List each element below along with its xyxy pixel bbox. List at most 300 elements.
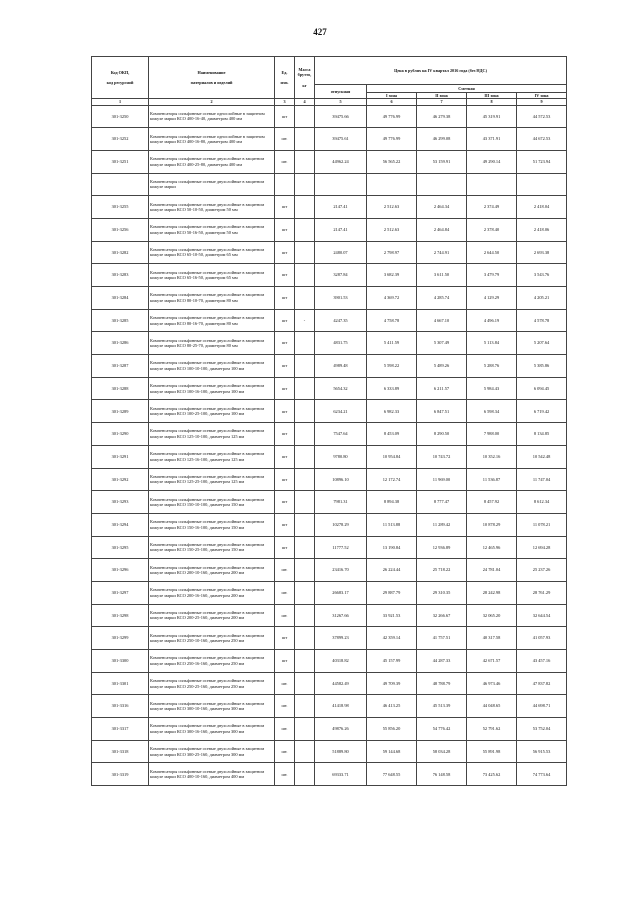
header-mass: Масса брутто, кг <box>295 57 315 99</box>
row-name: Компенсаторы сильфонные осевые двухслойные в защитном кожухе марки КСО 400-10-160, диаметром 400 мм <box>149 763 275 786</box>
row-price-zone-1: 55 856.20 <box>367 718 417 741</box>
row-price-zone-3: 7 988.00 <box>467 423 517 446</box>
column-number: 1 <box>92 99 149 105</box>
row-mass <box>295 604 315 627</box>
row-code: 301-3286 <box>92 332 149 355</box>
row-name: Компенсаторы сильфонные осевые двухслойные в защитном кожухе марки КСО 100-16-100, диаметром 100 мм <box>149 377 275 400</box>
row-price-zone-4: 74 773.64 <box>517 763 567 786</box>
table-row <box>92 218 567 241</box>
row-price-zone-3: 52 791.62 <box>467 718 517 741</box>
row-price-zone-1: 3 682.39 <box>367 264 417 287</box>
row-unit: шт <box>275 536 295 559</box>
row-price-zone-4: 5 385.86 <box>517 355 567 378</box>
column-number: 9 <box>517 99 567 105</box>
row-price-zone-1: 8 453.09 <box>367 423 417 446</box>
row-code: 301-3256 <box>92 218 149 241</box>
table-row <box>92 468 567 491</box>
row-name: Компенсаторы сильфонные осевые двухслойные в защитном кожухе марки КСО 400-25-80, диаметром 400 мм <box>149 150 275 173</box>
row-price-zone-2: 6 847.51 <box>417 400 467 423</box>
row-price-zone-1 <box>367 173 417 196</box>
row-price-zone-2: 5 307.49 <box>417 332 467 355</box>
row-price-zone-4: 25 237.26 <box>517 559 567 582</box>
row-mass <box>295 763 315 786</box>
row-name: Компенсаторы сильфонные осевые двухслойные в защитном кожухе марки КСО 250-16-160, диаметром 250 мм <box>149 650 275 673</box>
row-price-zone-1: 49 776.99 <box>367 128 417 151</box>
table-row <box>92 740 567 763</box>
row-name: Компенсаторы сильфонные осевые двухслойные в защитном кожухе марки КСО 250-25-160, диаметром 250 мм <box>149 672 275 695</box>
row-price-otpusknaya: 41418.98 <box>315 695 367 718</box>
row-unit: шт. <box>275 695 295 718</box>
row-price-zone-3: 42 671.57 <box>467 650 517 673</box>
table-row <box>92 581 567 604</box>
row-price-zone-4: 47 837.82 <box>517 672 567 695</box>
row-mass <box>295 445 315 468</box>
row-code: 301-3291 <box>92 445 149 468</box>
row-price-otpusknaya: 4247.35 <box>315 309 367 332</box>
row-name: Компенсаторы сильфонные осевые однослойные в защитном кожухе марки КСО 400-16-40, диаметром 400 мм <box>149 105 275 128</box>
row-price-otpusknaya: 23416.70 <box>315 559 367 582</box>
header-code: Код ОКП, код ресурсной <box>92 57 149 99</box>
row-price-zone-2: 5 489.26 <box>417 355 467 378</box>
table-row <box>92 241 567 264</box>
row-unit: шт. <box>275 763 295 786</box>
row-code: 301-3284 <box>92 287 149 310</box>
row-mass <box>295 128 315 151</box>
row-mass <box>295 650 315 673</box>
row-price-zone-2: 45 513.39 <box>417 695 467 718</box>
row-code: 301-3300 <box>92 650 149 673</box>
row-code: 301-3289 <box>92 400 149 423</box>
row-price-zone-4: 2 418.06 <box>517 218 567 241</box>
row-price-zone-1: 2 798.97 <box>367 241 417 264</box>
column-number: 3 <box>275 99 295 105</box>
row-name: Компенсаторы сильфонные осевые двухслойные в защитном кожухе марки КСО 50-16-50, диаметром 50 мм <box>149 218 275 241</box>
row-price-zone-3: 3 479.79 <box>467 264 517 287</box>
header-zone-1: I зона <box>367 93 417 99</box>
row-price-zone-1: 10 954.84 <box>367 445 417 468</box>
row-mass <box>295 264 315 287</box>
table-row <box>92 355 567 378</box>
row-price-zone-2: 8 290.50 <box>417 423 467 446</box>
row-price-zone-2: 54 776.42 <box>417 718 467 741</box>
row-unit: шт <box>275 196 295 219</box>
table-row <box>92 695 567 718</box>
row-name: Компенсаторы сильфонные осевые двухслойные в защитном кожухе марки КСО 125-16-100, диаметром 125 мм <box>149 445 275 468</box>
row-name: Компенсаторы сильфонные осевые однослойные в защитном кожухе марки КСО 400-16-80, диаметром 400 мм <box>149 128 275 151</box>
row-unit: шт <box>275 513 295 536</box>
header-name: Наименование материалов и изделий <box>149 57 275 99</box>
row-price-zone-1: 77 648.55 <box>367 763 417 786</box>
page-number: 427 <box>313 27 327 37</box>
row-price-zone-4: 4 578.78 <box>517 309 567 332</box>
row-price-zone-3: 32 065.20 <box>467 604 517 627</box>
row-price-zone-1: 12 172.74 <box>367 468 417 491</box>
row-name: Компенсаторы сильфонные осевые двухслойные в защитном кожухе марки КСО 150-10-100, диаметром 150 мм <box>149 491 275 514</box>
row-mass <box>295 627 315 650</box>
row-mass <box>295 695 315 718</box>
table-row <box>92 423 567 446</box>
column-number: 2 <box>149 99 275 105</box>
table-row <box>92 105 567 128</box>
column-number: 5 <box>315 99 367 105</box>
table-row <box>92 718 567 741</box>
row-price-otpusknaya: 2147.41 <box>315 196 367 219</box>
table-row <box>92 150 567 173</box>
row-mass <box>295 332 315 355</box>
column-number: 6 <box>367 99 417 105</box>
row-price-zone-2: 53 159.91 <box>417 150 467 173</box>
row-mass <box>295 196 315 219</box>
row-name: Компенсаторы сильфонные осевые двухслойные в защитном кожухе марки КСО 125-25-100, диаметром 125 мм <box>149 468 275 491</box>
row-name: Компенсаторы сильфонные осевые двухслойные в защитном кожухе марки КСО 300-25-160, диаметром 300 мм <box>149 740 275 763</box>
table-row <box>92 604 567 627</box>
row-price-zone-4: 8 134.85 <box>517 423 567 446</box>
row-unit: шт <box>275 650 295 673</box>
row-unit: шт <box>275 287 295 310</box>
header-smetnaya: Сметная <box>367 85 567 93</box>
table-row <box>92 400 567 423</box>
row-code: 301-3251 <box>92 150 149 173</box>
row-mass <box>295 559 315 582</box>
column-number: 7 <box>417 99 467 105</box>
row-price-zone-1: 29 887.79 <box>367 581 417 604</box>
row-price-zone-1: 46 413.25 <box>367 695 417 718</box>
row-price-zone-3: 44 048.65 <box>467 695 517 718</box>
row-unit <box>275 173 295 196</box>
row-code: 301-3288 <box>92 377 149 400</box>
row-price-zone-2: 58 034.28 <box>417 740 467 763</box>
row-price-zone-3: 45 319.91 <box>467 105 517 128</box>
row-price-zone-2: 3 611.50 <box>417 264 467 287</box>
row-price-zone-2 <box>417 173 467 196</box>
table-row <box>92 763 567 786</box>
row-price-otpusknaya: 4989.48 <box>315 355 367 378</box>
row-name: Компенсаторы сильфонные осевые двухслойные в защитном кожухе марки КСО 200-25-160, диаметром 200 мм <box>149 604 275 627</box>
row-price-otpusknaya: 5654.32 <box>315 377 367 400</box>
row-price-zone-4: 12 694.28 <box>517 536 567 559</box>
row-unit: шт. <box>275 718 295 741</box>
row-price-otpusknaya: 11777.52 <box>315 536 367 559</box>
row-mass <box>295 377 315 400</box>
row-price-zone-2: 10 743.72 <box>417 445 467 468</box>
row-price-zone-1: 2 512.63 <box>367 218 417 241</box>
row-price-zone-3: 8 457.92 <box>467 491 517 514</box>
row-price-zone-1: 26 224.44 <box>367 559 417 582</box>
row-price-zone-2: 2 744.91 <box>417 241 467 264</box>
row-mass <box>295 672 315 695</box>
row-price-otpusknaya: 44582.49 <box>315 672 367 695</box>
row-price-zone-3: 2 378.40 <box>467 218 517 241</box>
row-code: 301-3282 <box>92 241 149 264</box>
row-price-zone-3: 43 371.91 <box>467 128 517 151</box>
row-mass <box>295 355 315 378</box>
row-price-zone-1: 5 598.22 <box>367 355 417 378</box>
row-price-zone-4: 53 752.04 <box>517 718 567 741</box>
row-price-zone-2: 76 148.58 <box>417 763 467 786</box>
row-price-zone-3: 55 891.98 <box>467 740 517 763</box>
row-code: 301-3292 <box>92 468 149 491</box>
row-price-zone-3: 5 288.76 <box>467 355 517 378</box>
row-price-zone-4: 32 644.54 <box>517 604 567 627</box>
row-unit: шт <box>275 377 295 400</box>
table-body <box>92 57 567 786</box>
row-price-otpusknaya: 4831.75 <box>315 332 367 355</box>
row-price-otpusknaya: 2480.07 <box>315 241 367 264</box>
row-price-zone-2: 12 936.89 <box>417 536 467 559</box>
row-mass <box>295 287 315 310</box>
row-price-zone-1: 56 565.22 <box>367 150 417 173</box>
row-code: 301-3298 <box>92 604 149 627</box>
table-row <box>92 491 567 514</box>
row-price-zone-2: 25 718.22 <box>417 559 467 582</box>
row-price-zone-3: 40 317.58 <box>467 627 517 650</box>
row-price-zone-4: 3 543.76 <box>517 264 567 287</box>
table-row <box>92 559 567 582</box>
row-price-otpusknaya: 39475.66 <box>315 105 367 128</box>
row-price-zone-1: 59 144.68 <box>367 740 417 763</box>
row-price-zone-1: 49 776.99 <box>367 105 417 128</box>
table-row <box>92 536 567 559</box>
row-name: Компенсаторы сильфонные осевые двухслойные в защитном кожухе марки КСО 50-10-50, диаметром 50 мм <box>149 196 275 219</box>
row-price-zone-2: 29 310.35 <box>417 581 467 604</box>
row-price-zone-4: 10 542.48 <box>517 445 567 468</box>
row-price-otpusknaya: 37899.23 <box>315 627 367 650</box>
row-mass <box>295 218 315 241</box>
row-name: Компенсаторы сильфонные осевые двухслойные в защитном кожухе марки КСО 300-10-160, диаметром 300 мм <box>149 695 275 718</box>
row-name: Компенсаторы сильфонные осевые двухслойные в защитном кожухе марки КСО 200-16-160, диаметром 200 мм <box>149 581 275 604</box>
row-name: Компенсаторы сильфонные осевые двухслойные в защитном кожухе марки КСО 250-10-160, диаметром 250 мм <box>149 627 275 650</box>
row-price-zone-2: 41 757.51 <box>417 627 467 650</box>
row-price-otpusknaya: 7547.64 <box>315 423 367 446</box>
row-unit: шт <box>275 491 295 514</box>
row-price-zone-2: 4 667.10 <box>417 309 467 332</box>
row-price-otpusknaya: 49876.26 <box>315 718 367 741</box>
table-row <box>92 377 567 400</box>
row-unit: шт. <box>275 740 295 763</box>
row-price-zone-3: 28 242.98 <box>467 581 517 604</box>
row-code <box>92 173 149 196</box>
row-code: 301-3290 <box>92 423 149 446</box>
row-name: Компенсаторы сильфонные осевые двухслойные в защитном кожухе марки КСО 65-10-50, диаметром 65 мм <box>149 241 275 264</box>
row-price-zone-1: 2 512.63 <box>367 196 417 219</box>
row-price-zone-1: 49 709.39 <box>367 672 417 695</box>
table-row <box>92 445 567 468</box>
row-name: Компенсаторы сильфонные осевые двухслойные в защитном кожухе марки КСО 200-10-160, диаметром 200 мм <box>149 559 275 582</box>
row-unit: шт <box>275 627 295 650</box>
row-price-zone-1: 6 333.89 <box>367 377 417 400</box>
row-mass <box>295 241 315 264</box>
row-price-zone-2: 48 788.79 <box>417 672 467 695</box>
row-name: Компенсаторы сильфонные осевые двухслойные в защитном кожухе марки КСО 80-10-70, диаметром 80 мм <box>149 287 275 310</box>
row-unit: шт <box>275 332 295 355</box>
row-price-zone-3: 11 536.87 <box>467 468 517 491</box>
row-price-otpusknaya <box>315 173 367 196</box>
column-number: 4 <box>295 99 315 105</box>
row-price-zone-3: 73 425.62 <box>467 763 517 786</box>
row-code: 301-3317 <box>92 718 149 741</box>
row-mass <box>295 718 315 741</box>
row-price-zone-4: 44 672.53 <box>517 128 567 151</box>
row-code: 301-3301 <box>92 672 149 695</box>
row-price-zone-4: 4 205.21 <box>517 287 567 310</box>
row-price-zone-1: 13 190.84 <box>367 536 417 559</box>
row-code: 301-3255 <box>92 196 149 219</box>
row-price-zone-4: 6 719.42 <box>517 400 567 423</box>
row-name: Компенсаторы сильфонные осевые двухслойные в защитном кожухе марки КСО 80-16-70, диаметром 80 мм <box>149 309 275 332</box>
row-price-zone-3: 10 878.29 <box>467 513 517 536</box>
row-unit: шт <box>275 241 295 264</box>
table-row <box>92 672 567 695</box>
header-unit: Ед. изм. <box>275 57 295 99</box>
row-price-otpusknaya: 10896.10 <box>315 468 367 491</box>
row-price-otpusknaya: 51889.80 <box>315 740 367 763</box>
row-price-zone-2: 2 464.84 <box>417 218 467 241</box>
row-price-zone-3: 24 781.04 <box>467 559 517 582</box>
row-mass <box>295 173 315 196</box>
row-name: Компенсаторы сильфонные осевые двухслойные в защитном кожухе марки КСО 80-25-70, диаметром 80 мм <box>149 332 275 355</box>
row-price-otpusknaya: 3901.53 <box>315 287 367 310</box>
row-price-zone-1: 45 157.99 <box>367 650 417 673</box>
row-mass: - <box>295 309 315 332</box>
header-zone-3: III зона <box>467 93 517 99</box>
row-price-zone-3: 49 290.14 <box>467 150 517 173</box>
row-price-zone-2: 6 211.57 <box>417 377 467 400</box>
row-price-zone-1: 33 921.53 <box>367 604 417 627</box>
row-price-zone-3: 12 465.96 <box>467 536 517 559</box>
row-price-zone-4: 44 572.53 <box>517 105 567 128</box>
row-code: 301-3296 <box>92 559 149 582</box>
row-mass <box>295 513 315 536</box>
row-name: Компенсаторы сильфонные осевые двухслойные в защитном кожухе марки КСО 65-16-50, диаметром 65 мм <box>149 264 275 287</box>
row-price-zone-3 <box>467 173 517 196</box>
row-code: 301-3293 <box>92 491 149 514</box>
row-unit: шт <box>275 468 295 491</box>
row-code: 301-3285 <box>92 309 149 332</box>
table-row <box>92 173 567 196</box>
row-price-zone-4: 5 207.64 <box>517 332 567 355</box>
row-unit: шт <box>275 309 295 332</box>
table-row <box>92 196 567 219</box>
row-price-zone-2: 32 266.67 <box>417 604 467 627</box>
row-mass <box>295 536 315 559</box>
row-name: Компенсаторы сильфонные осевые двухслойные в защитном кожухе марки КСО 100-10-100, диаметром 100 мм <box>149 355 275 378</box>
row-unit: шт. <box>275 672 295 695</box>
row-price-zone-2: 11 969.00 <box>417 468 467 491</box>
header-zone-2: II зона <box>417 93 467 99</box>
table-row <box>92 627 567 650</box>
row-price-zone-4: 2 693.38 <box>517 241 567 264</box>
row-mass <box>295 468 315 491</box>
row-price-zone-3: 10 352.16 <box>467 445 517 468</box>
row-price-zone-3: 2 644.50 <box>467 241 517 264</box>
table-row <box>92 513 567 536</box>
row-price-otpusknaya: 39475.61 <box>315 128 367 151</box>
row-price-zone-4: 43 457.16 <box>517 650 567 673</box>
row-mass <box>295 105 315 128</box>
table-row <box>92 128 567 151</box>
row-unit: шт. <box>275 150 295 173</box>
row-price-zone-3: 4 496.19 <box>467 309 517 332</box>
row-unit: шт. <box>275 559 295 582</box>
row-price-zone-2: 44 287.33 <box>417 650 467 673</box>
table-row <box>92 332 567 355</box>
row-mass <box>295 400 315 423</box>
row-name: Компенсаторы сильфонные осевые двухслойные в защитном кожухе марки <box>149 173 275 196</box>
row-price-otpusknaya: 7981.31 <box>315 491 367 514</box>
row-name: Компенсаторы сильфонные осевые двухслойные в защитном кожухе марки КСО 100-25-100, диаметром 100 мм <box>149 400 275 423</box>
row-code: 301-3299 <box>92 627 149 650</box>
row-mass <box>295 740 315 763</box>
row-price-zone-3: 5 984.43 <box>467 377 517 400</box>
table-row <box>92 650 567 673</box>
row-code: 301-3295 <box>92 536 149 559</box>
row-price-otpusknaya: 10278.29 <box>315 513 367 536</box>
row-unit: шт <box>275 445 295 468</box>
row-mass <box>295 491 315 514</box>
row-unit: шт <box>275 105 295 128</box>
row-price-zone-1: 8 894.38 <box>367 491 417 514</box>
row-price-otpusknaya: 69333.71 <box>315 763 367 786</box>
row-unit: шт <box>275 218 295 241</box>
row-price-otpusknaya: 26683.17 <box>315 581 367 604</box>
row-price-zone-3: 5 113.84 <box>467 332 517 355</box>
row-price-zone-2: 2 464.34 <box>417 196 467 219</box>
row-price-zone-4: 44 698.71 <box>517 695 567 718</box>
row-price-zone-1: 11 513.88 <box>367 513 417 536</box>
row-price-zone-2: 11 289.42 <box>417 513 467 536</box>
row-price-zone-2: 8 777.47 <box>417 491 467 514</box>
table-row <box>92 264 567 287</box>
row-price-otpusknaya: 9780.80 <box>315 445 367 468</box>
row-price-zone-1: 42 359.14 <box>367 627 417 650</box>
row-name: Компенсаторы сильфонные осевые двухслойные в защитном кожухе марки КСО 150-16-100, диаметром 150 мм <box>149 513 275 536</box>
row-price-zone-4: 11 078.21 <box>517 513 567 536</box>
row-code: 301-3287 <box>92 355 149 378</box>
row-price-zone-3: 46 973.46 <box>467 672 517 695</box>
row-unit: шт <box>275 264 295 287</box>
table-row <box>92 287 567 310</box>
row-code: 301-3283 <box>92 264 149 287</box>
header-zone-4: IV зона <box>517 93 567 99</box>
row-code: 301-3318 <box>92 740 149 763</box>
row-price-otpusknaya: 31267.66 <box>315 604 367 627</box>
row-price-zone-4: 28 761.29 <box>517 581 567 604</box>
row-code: 301-3316 <box>92 695 149 718</box>
row-price-zone-4: 41 057.93 <box>517 627 567 650</box>
row-code: 301-3250 <box>92 105 149 128</box>
row-price-zone-2: 46 279.38 <box>417 105 467 128</box>
row-price-zone-2: 4 285.74 <box>417 287 467 310</box>
row-price-otpusknaya: 6234.21 <box>315 400 367 423</box>
row-price-zone-3: 2 374.49 <box>467 196 517 219</box>
row-code: 301-3252 <box>92 128 149 151</box>
row-price-zone-4: 51 723.94 <box>517 150 567 173</box>
row-price-zone-4: 8 612.34 <box>517 491 567 514</box>
row-code: 301-3297 <box>92 581 149 604</box>
row-unit: шт. <box>275 604 295 627</box>
row-mass <box>295 581 315 604</box>
row-code: 301-3294 <box>92 513 149 536</box>
header-price: Цена в рублях на IV квартал 2016 года (без НДС) <box>315 57 567 85</box>
table-row <box>92 309 567 332</box>
row-unit: шт. <box>275 581 295 604</box>
row-price-otpusknaya: 3287.84 <box>315 264 367 287</box>
row-unit: шт <box>275 400 295 423</box>
row-price-zone-4: 6 094.45 <box>517 377 567 400</box>
row-unit: шт <box>275 423 295 446</box>
price-table <box>91 56 567 786</box>
row-mass <box>295 423 315 446</box>
